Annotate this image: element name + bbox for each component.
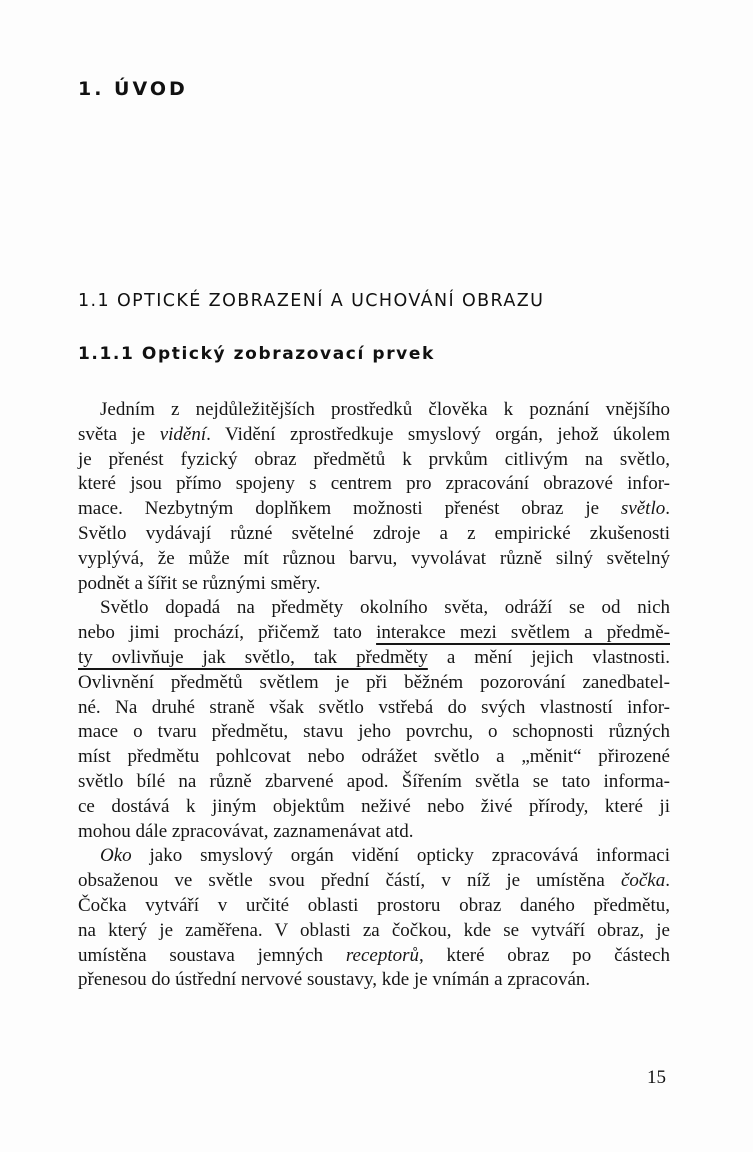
text-segment: né. Na druhé straně však světlo vstřebá do svých vlastností infor-	[78, 696, 670, 718]
text-segment: je přenést fyzický obraz předmětů k prvkům citlivým na světlo,	[78, 448, 670, 470]
text-segment: vyplývá, že může mít různou barvu, vyvolávat různě silný světelný	[78, 547, 670, 569]
emphasized-term: čočka	[620, 870, 666, 892]
text-line	[78, 522, 670, 547]
text-segment: Jedním z nejdůležitějších prostředků člověka k poznání vnějšího	[100, 399, 670, 420]
text-segment: podnět a šířit se různými směry.	[78, 572, 321, 594]
text-line	[78, 423, 670, 448]
text-line	[78, 671, 670, 696]
text-segment: nebo jimi prochází, přičemž tato	[78, 622, 377, 644]
text-segment: Ovlivnění předmětů světlem je při běžném pozorování zanedbatel-	[78, 671, 670, 693]
text-line	[78, 770, 670, 795]
emphasized-term: Oko	[100, 845, 132, 867]
text-segment: .	[665, 870, 670, 892]
underlined-text: interakce mezi světlem a předmě-	[376, 622, 670, 644]
text-segment: , které obraz po částech	[419, 944, 670, 966]
emphasized-term: receptorů	[345, 944, 419, 966]
paragraph	[78, 596, 670, 844]
text-segment: obsaženou ve světle svou přední částí, v níž je umístěna	[78, 870, 621, 892]
text-line	[78, 696, 670, 721]
text-segment: Čočka vytváří v určité oblasti prostoru obraz daného předmětu,	[78, 894, 670, 916]
text-line	[78, 944, 670, 969]
text-line	[78, 894, 670, 919]
text-line	[78, 547, 670, 572]
body-text	[78, 398, 670, 993]
text-line	[78, 448, 670, 473]
text-segment: na který je zaměřena. V oblasti za čočkou, kde se vytváří obraz, je	[78, 919, 670, 941]
text-line	[78, 720, 670, 745]
text-segment: přenesou do ústřední nervové soustavy, kde je vnímán a zpracován.	[78, 969, 591, 991]
text-line	[78, 820, 670, 845]
text-line	[78, 572, 670, 597]
subsection-heading: 1.1.1 Optický zobrazovací prvek	[78, 344, 435, 364]
text-segment: jako smyslový orgán vidění opticky zpracovává informaci	[131, 845, 670, 867]
text-segment: mace. Nezbytným doplňkem možnosti přenést obraz je	[78, 498, 621, 520]
text-line	[78, 844, 670, 869]
emphasized-term: světlo	[620, 498, 666, 520]
text-segment: umístěna soustava jemných	[78, 944, 346, 966]
text-segment: které jsou přímo spojeny s centrem pro zpracování obrazové infor-	[78, 473, 670, 495]
text-line	[78, 869, 670, 894]
text-segment: míst předmětu pohlcovat nebo odrážet světlo a „měnit“ přirozené	[78, 746, 670, 768]
text-segment: .	[665, 498, 670, 520]
text-line	[78, 919, 670, 944]
chapter-heading: 1. ÚVOD	[78, 78, 188, 100]
text-segment: světlo bílé na různě zbarvené apod. Šířením světla se tato informa-	[78, 770, 670, 792]
underlined-text: ty ovlivňuje jak světlo, tak předměty	[78, 646, 428, 668]
text-segment: a mění jejich vlastnosti.	[427, 646, 671, 668]
text-line	[78, 745, 670, 770]
paragraph	[78, 398, 670, 596]
page-number: 15	[647, 1067, 666, 1088]
text-line	[78, 795, 670, 820]
emphasized-term: vidění	[159, 423, 207, 445]
text-line	[78, 398, 670, 423]
paragraph	[78, 844, 670, 993]
text-segment: ce dostává k jiným objektům neživé nebo živé přírody, které ji	[78, 795, 670, 817]
text-segment: Světlo vydávají různé světelné zdroje a z empirické zkušenosti	[78, 522, 670, 544]
text-segment: mohou dále zpracovávat, zaznamenávat atd.	[78, 820, 414, 842]
text-segment: . Vidění zprostředkuje smyslový orgán, jehož úkolem	[206, 423, 670, 445]
section-heading: 1.1 OPTICKÉ ZOBRAZENÍ A UCHOVÁNÍ OBRAZU	[78, 291, 545, 311]
text-segment: mace o tvaru předmětu, stavu jeho povrchu, o schopnosti různých	[78, 721, 670, 743]
text-segment: Světlo dopadá na předměty okolního světa, odráží se od nich	[100, 597, 670, 619]
text-segment: světa je	[78, 423, 160, 445]
text-line	[78, 968, 670, 993]
text-line	[78, 646, 670, 671]
text-line	[78, 497, 670, 522]
text-line	[78, 596, 670, 621]
text-line	[78, 621, 670, 646]
text-line	[78, 472, 670, 497]
